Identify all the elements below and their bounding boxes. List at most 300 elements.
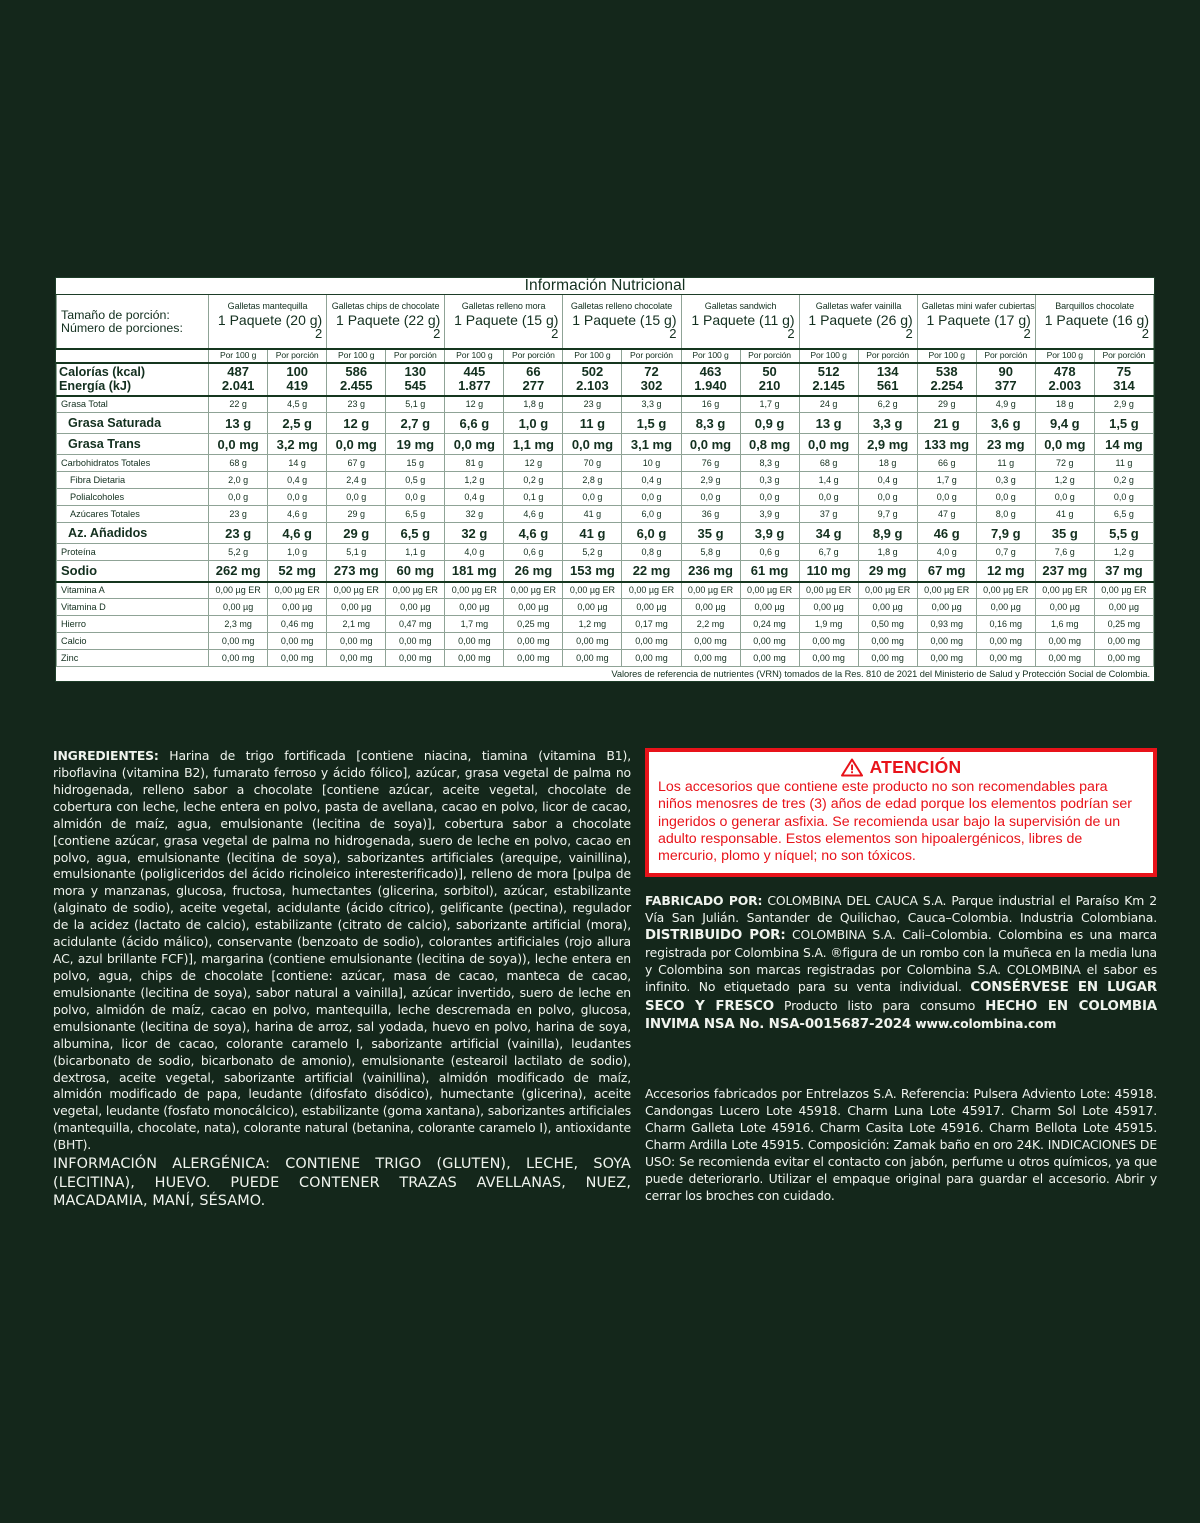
table-cell: 41 g	[563, 506, 622, 523]
nutrition-table-body	[57, 278, 1154, 667]
calories-value: 134	[876, 363, 899, 379]
table-cell: 0,00 µg ER	[976, 582, 1035, 599]
table-footnote: Valores de referencia de nutrientes (VRN) tomados de la Res. 810 de 2021 del Ministerio de Salud y Protección Social de Colombia.	[56, 667, 1154, 681]
table-cell: 66 g	[917, 455, 976, 472]
product-name: Galletas relleno mora	[462, 301, 546, 312]
table-cell: 0,00 µg	[445, 599, 504, 616]
warning-triangle-icon	[841, 758, 863, 777]
table-cell: 0,00 µg ER	[268, 582, 327, 599]
product-name: Galletas sandwich	[704, 301, 776, 312]
energy-value: 277	[522, 378, 545, 394]
table-cell: 0,00 µg	[799, 599, 858, 616]
table-cell: 8,3 g	[681, 413, 740, 434]
table-cell	[1094, 363, 1153, 396]
per-100g-header: Por 100 g	[209, 349, 268, 363]
table-cell: 4,0 g	[917, 544, 976, 561]
table-cell: 0,0 g	[858, 489, 917, 506]
table-cell: 1,8 g	[504, 396, 563, 413]
table-cell: 11 g	[976, 455, 1035, 472]
product-serving-size: 1 Paquete (20 g)	[217, 311, 323, 328]
product-header-row	[57, 295, 1154, 349]
product-column-header	[681, 295, 799, 349]
product-column-header	[327, 295, 445, 349]
per-portion-header: Por porción	[858, 349, 917, 363]
table-cell: 12 mg	[976, 561, 1035, 582]
table-cell: 0,00 µg ER	[1035, 582, 1094, 599]
table-cell: 5,2 g	[563, 544, 622, 561]
table-cell: 1,1 g	[386, 544, 445, 561]
table-cell	[327, 363, 386, 396]
table-cell: 72 g	[1035, 455, 1094, 472]
per-100g-header: Por 100 g	[445, 349, 504, 363]
energy-value: 2.254	[930, 378, 963, 394]
table-cell: 6,5 g	[386, 523, 445, 544]
table-cell: 0,46 mg	[268, 616, 327, 633]
table-cell: 0,0 g	[268, 489, 327, 506]
row-label: Fibra Dietaria	[57, 472, 209, 489]
table-cell: 1,5 g	[1094, 413, 1153, 434]
table-cell	[504, 363, 563, 396]
table-cell: 0,50 mg	[858, 616, 917, 633]
table-cell: 41 g	[1035, 506, 1094, 523]
calories-value: 445	[463, 363, 486, 379]
table-cell: 2,3 mg	[209, 616, 268, 633]
table-cell: 0,0 g	[327, 489, 386, 506]
table-title: Información Nutricional	[57, 278, 1154, 295]
energy-label: Energía (kJ)	[59, 379, 132, 394]
table-cell: 262 mg	[209, 561, 268, 582]
table-cell: 1,8 g	[858, 544, 917, 561]
table-cell: 110 mg	[799, 561, 858, 582]
row-label: Zinc	[57, 650, 209, 667]
table-cell: 0,00 µg	[563, 599, 622, 616]
table-cell: 0,00 mg	[209, 650, 268, 667]
table-cell: 0,00 mg	[799, 650, 858, 667]
table-cell: 1,5 g	[622, 413, 681, 434]
table-row	[57, 363, 1154, 396]
table-row	[57, 599, 1154, 616]
table-cell: 14 mg	[1094, 434, 1153, 455]
row-label: Grasa Total	[57, 396, 209, 413]
table-cell: 0,2 g	[504, 472, 563, 489]
table-cell: 81 g	[445, 455, 504, 472]
table-cell: 12 g	[327, 413, 386, 434]
table-row	[57, 544, 1154, 561]
table-cell: 11 g	[563, 413, 622, 434]
table-cell: 0,0 g	[622, 489, 681, 506]
per-portion-header: Por porción	[386, 349, 445, 363]
table-row	[57, 523, 1154, 544]
table-cell: 0,00 µg	[1094, 599, 1153, 616]
table-cell: 41 g	[563, 523, 622, 544]
calories-value: 50	[762, 363, 777, 379]
table-cell: 181 mg	[445, 561, 504, 582]
table-cell: 1,6 mg	[1035, 616, 1094, 633]
warning-text: Los accesorios que contiene este producto no son recomendables para niños menosres de tres (3) años de edad porque los elementos podrían ser ingeridos o generar asfixia. Se recomienda usar bajo la supervisión de un adulto responsable. Estos elementos son hipoalergénicos, libres de mercurio, plomo y níquel; no son tóxicos.	[658, 779, 1132, 865]
table-cell: 0,0 mg	[1035, 434, 1094, 455]
table-cell: 0,25 mg	[1094, 616, 1153, 633]
table-cell	[445, 363, 504, 396]
table-cell: 0,0 g	[681, 489, 740, 506]
table-cell	[1035, 363, 1094, 396]
table-cell: 8,3 g	[740, 455, 799, 472]
table-cell: 0,0 mg	[445, 434, 504, 455]
product-column-header	[445, 295, 563, 349]
table-cell: 0,47 mg	[386, 616, 445, 633]
table-cell: 0,0 g	[740, 489, 799, 506]
table-row	[57, 650, 1154, 667]
table-cell: 32 g	[445, 506, 504, 523]
table-cell: 0,00 mg	[681, 633, 740, 650]
table-cell: 0,00 mg	[445, 633, 504, 650]
table-cell: 0,00 mg	[740, 650, 799, 667]
table-cell: 0,0 mg	[209, 434, 268, 455]
per-portion-header: Por porción	[268, 349, 327, 363]
product-serving-size: 1 Paquete (16 g)	[1044, 311, 1149, 328]
energy-value: 561	[876, 378, 899, 394]
table-cell: 6,2 g	[858, 396, 917, 413]
table-title-row	[57, 278, 1154, 295]
table-cell: 1,2 g	[445, 472, 504, 489]
table-cell: 1,2 mg	[563, 616, 622, 633]
table-cell	[740, 363, 799, 396]
table-cell: 4,6 g	[268, 506, 327, 523]
warning-title-row	[658, 757, 1144, 778]
table-cell: 0,4 g	[622, 472, 681, 489]
row-label: Proteína	[57, 544, 209, 561]
product-column-header	[1035, 295, 1153, 349]
table-cell: 0,00 µg	[327, 599, 386, 616]
table-cell: 10 g	[622, 455, 681, 472]
nutrition-table	[56, 278, 1154, 667]
table-cell: 0,00 µg ER	[917, 582, 976, 599]
energy-value: 2.103	[576, 378, 609, 394]
table-cell: 0,00 µg	[504, 599, 563, 616]
table-cell	[563, 363, 622, 396]
table-cell: 1,9 mg	[799, 616, 858, 633]
table-cell: 4,0 g	[445, 544, 504, 561]
table-cell: 3,3 g	[858, 413, 917, 434]
table-cell: 7,9 g	[976, 523, 1035, 544]
website-link[interactable]: www.colombina.com	[911, 1016, 1057, 1032]
table-cell: 0,00 mg	[1035, 633, 1094, 650]
table-cell: 2,0 g	[209, 472, 268, 489]
table-cell: 0,00 mg	[327, 633, 386, 650]
allergen-information: INFORMACIÓN ALERGÉNICA: CONTIENE TRIGO (GLUTEN), LECHE, SOYA (LECITINA), HUEVO. PUEDE CONTENER TRAZAS AVELLANAS, NUEZ, MACADAMIA, MANÍ, SÉSAMO.	[53, 1156, 631, 1209]
table-cell: 0,00 µg	[1035, 599, 1094, 616]
row-label: Hierro	[57, 616, 209, 633]
table-cell: 23 mg	[976, 434, 1035, 455]
table-cell: 0,0 g	[799, 489, 858, 506]
manufacturer-block	[645, 893, 1157, 1034]
table-cell: 0,00 mg	[563, 633, 622, 650]
serving-size-text: Tamaño de porción:	[61, 307, 170, 322]
row-label: Sodio	[57, 561, 209, 582]
energy-value: 1.877	[458, 378, 491, 394]
table-cell: 1,4 g	[799, 472, 858, 489]
energy-value: 2.041	[221, 378, 255, 394]
row-label: Vitamina A	[57, 582, 209, 599]
table-cell: 7,6 g	[1035, 544, 1094, 561]
per-100g-header: Por 100 g	[1035, 349, 1094, 363]
table-cell: 153 mg	[563, 561, 622, 582]
table-cell: 0,00 µg ER	[504, 582, 563, 599]
table-cell: 0,00 mg	[858, 650, 917, 667]
table-cell: 22 g	[209, 396, 268, 413]
table-cell: 67 mg	[917, 561, 976, 582]
table-cell: 67 g	[327, 455, 386, 472]
per-100g-header: Por 100 g	[681, 349, 740, 363]
product-servings-count: 2	[1023, 325, 1031, 341]
calories-value: 487	[227, 363, 249, 379]
table-cell: 0,2 g	[1094, 472, 1153, 489]
table-cell: 1,7 mg	[445, 616, 504, 633]
table-cell: 0,00 mg	[622, 633, 681, 650]
table-cell: 8,9 g	[858, 523, 917, 544]
table-cell: 18 g	[1035, 396, 1094, 413]
product-column-header	[563, 295, 681, 349]
table-cell: 68 g	[209, 455, 268, 472]
table-cell: 12 g	[504, 455, 563, 472]
table-cell: 26 mg	[504, 561, 563, 582]
table-cell: 68 g	[799, 455, 858, 472]
table-cell	[622, 363, 681, 396]
table-cell: 273 mg	[327, 561, 386, 582]
product-column-header	[917, 295, 1035, 349]
table-cell: 0,0 mg	[799, 434, 858, 455]
table-cell: 16 g	[681, 396, 740, 413]
energy-value: 210	[758, 378, 781, 394]
table-row	[57, 582, 1154, 599]
calories-value: 66	[526, 363, 541, 379]
table-cell: 37 g	[799, 506, 858, 523]
ingredients-heading: INGREDIENTES:	[53, 748, 159, 763]
table-cell: 0,00 mg	[504, 650, 563, 667]
product-servings-count: 2	[787, 325, 795, 341]
calories-value: 100	[286, 363, 309, 379]
table-cell: 35 g	[1035, 523, 1094, 544]
calories-value: 478	[1053, 363, 1076, 379]
row-label: Carbohidratos Totales	[57, 455, 209, 472]
table-cell: 0,00 µg ER	[209, 582, 268, 599]
per-100g-header: Por 100 g	[917, 349, 976, 363]
table-cell	[917, 363, 976, 396]
table-cell: 4,6 g	[268, 523, 327, 544]
table-cell: 61 mg	[740, 561, 799, 582]
table-cell: 0,00 mg	[1035, 650, 1094, 667]
table-cell: 19 mg	[386, 434, 445, 455]
table-cell: 5,8 g	[681, 544, 740, 561]
product-serving-size: 1 Paquete (15 g)	[454, 311, 559, 328]
table-cell	[799, 363, 858, 396]
table-cell: 14 g	[268, 455, 327, 472]
table-cell: 0,00 µg ER	[681, 582, 740, 599]
row-label: Grasa Trans	[57, 434, 209, 455]
made-by-label: FABRICADO POR:	[645, 893, 763, 908]
table-cell: 0,5 g	[386, 472, 445, 489]
table-cell: 0,0 g	[1094, 489, 1153, 506]
table-cell: 0,4 g	[858, 472, 917, 489]
calories-value: 72	[644, 363, 659, 379]
table-cell: 0,3 g	[976, 472, 1035, 489]
table-cell: 29 g	[327, 506, 386, 523]
table-cell: 0,7 g	[976, 544, 1035, 561]
table-cell: 0,4 g	[445, 489, 504, 506]
table-cell: 37 mg	[1094, 561, 1153, 582]
table-cell: 0,0 g	[386, 489, 445, 506]
energy-value: 2.003	[1048, 378, 1082, 394]
table-cell: 22 mg	[622, 561, 681, 582]
table-cell	[268, 363, 327, 396]
table-cell: 70 g	[563, 455, 622, 472]
table-cell: 4,6 g	[504, 506, 563, 523]
table-row	[57, 506, 1154, 523]
table-cell	[386, 363, 445, 396]
table-cell: 0,0 g	[917, 489, 976, 506]
table-cell: 0,6 g	[504, 544, 563, 561]
table-cell: 236 mg	[681, 561, 740, 582]
table-cell: 4,6 g	[504, 523, 563, 544]
row-label: Grasa Saturada	[57, 413, 209, 434]
product-servings-count: 2	[669, 325, 677, 341]
table-cell: 0,00 mg	[917, 633, 976, 650]
table-cell: 0,00 mg	[386, 650, 445, 667]
product-column-header	[799, 295, 917, 349]
table-cell: 0,4 g	[268, 472, 327, 489]
table-cell	[209, 363, 268, 396]
table-cell: 0,00 mg	[445, 650, 504, 667]
distributed-by-text: COLOMBINA S.A. Cali–Colombia. Colombina es una marca registrada por Colombina S.A. ®figura de un rombo con la muñeca en la media luna y Colombina son marcas registradas por Colombina S.A. COLOMBINA el sabor es infinito. No etiquetado para su venta individual.	[645, 926, 1157, 995]
table-cell: 23 g	[327, 396, 386, 413]
energy-value: 1.940	[694, 378, 727, 394]
per-100g-header: Por 100 g	[799, 349, 858, 363]
product-serving-size: 1 Paquete (22 g)	[336, 311, 441, 328]
table-cell: 0,00 mg	[386, 633, 445, 650]
table-cell: 0,00 µg	[858, 599, 917, 616]
table-cell: 1,7 g	[740, 396, 799, 413]
storage-instructions-label: CONSÉRVESE EN LUGAR SECO Y FRESCO	[645, 980, 1157, 1014]
table-cell: 13 g	[209, 413, 268, 434]
table-cell: 0,00 µg ER	[327, 582, 386, 599]
table-cell: 0,00 µg ER	[799, 582, 858, 599]
table-cell: 0,00 mg	[563, 650, 622, 667]
product-name: Galletas relleno chocolate	[571, 301, 673, 312]
table-cell: 0,0 g	[1035, 489, 1094, 506]
product-column-header	[209, 295, 327, 349]
table-cell: 3,9 g	[740, 506, 799, 523]
table-cell: 15 g	[386, 455, 445, 472]
table-row	[57, 616, 1154, 633]
table-cell: 237 mg	[1035, 561, 1094, 582]
table-cell: 12 g	[445, 396, 504, 413]
table-cell: 0,0 g	[209, 489, 268, 506]
accessories-information: Accesorios fabricados por Entrelazos S.A. Referencia: Pulsera Adviento Lote: 45918. Candongas Lucero Lote 45918. Charm Luna Lote 45917. Charm Sol Lote 45917. Charm Galleta Lote 45916. Charm Casita Lote 45916. Charm Bellota Lote 45915. Charm Ardilla Lote 45915. Composición: Zamak baño en oro 24K. INDICACIONES DE USO: Se recomienda evitar el contacto con jabón, perfume u otros químicos, ya que puede deteriorarlo. Utilizar el empaque original para guardar el accesorio. Abrir y cerrar los broches con cuidado.	[645, 1086, 1157, 1203]
product-name: Galletas mini wafer cubiertas	[921, 301, 1035, 312]
table-cell: 0,25 mg	[504, 616, 563, 633]
table-cell: 3,2 mg	[268, 434, 327, 455]
table-cell: 0,0 mg	[327, 434, 386, 455]
table-cell: 23 g	[209, 523, 268, 544]
calories-value: 512	[817, 363, 840, 379]
table-cell: 29 mg	[858, 561, 917, 582]
made-in-colombia-label: HECHO EN COLOMBIA INVIMA NSA No. NSA-0015687-2024	[645, 998, 1157, 1033]
table-cell: 2,8 g	[563, 472, 622, 489]
table-cell: 0,00 µg	[268, 599, 327, 616]
table-cell: 4,5 g	[268, 396, 327, 413]
table-cell: 0,00 mg	[799, 633, 858, 650]
table-cell: 0,00 mg	[976, 633, 1035, 650]
table-cell: 13 g	[799, 413, 858, 434]
energy-value: 302	[640, 378, 663, 394]
per-portion-header: Por porción	[976, 349, 1035, 363]
table-cell: 11 g	[1094, 455, 1153, 472]
table-cell: 0,0 g	[563, 489, 622, 506]
row-label: Azúcares Totales	[57, 506, 209, 523]
table-cell: 29 g	[917, 396, 976, 413]
row-label: Vitamina D	[57, 599, 209, 616]
table-row	[57, 396, 1154, 413]
table-cell: 0,00 µg	[622, 599, 681, 616]
table-cell: 2,4 g	[327, 472, 386, 489]
product-name: Galletas wafer vainilla	[815, 301, 901, 312]
table-cell: 0,24 mg	[740, 616, 799, 633]
table-cell: 0,00 mg	[1094, 633, 1153, 650]
table-cell: 1,1 mg	[504, 434, 563, 455]
table-cell: 6,7 g	[799, 544, 858, 561]
servings-count-text: Número de porciones:	[61, 320, 183, 335]
table-cell: 1,2 g	[1094, 544, 1153, 561]
table-cell: 6,5 g	[386, 506, 445, 523]
table-cell: 0,00 µg	[976, 599, 1035, 616]
table-cell: 0,0 mg	[681, 434, 740, 455]
table-cell: 18 g	[858, 455, 917, 472]
table-cell: 2,9 g	[1094, 396, 1153, 413]
table-cell: 0,00 mg	[622, 650, 681, 667]
table-cell: 0,00 µg	[386, 599, 445, 616]
energy-value: 377	[994, 378, 1017, 394]
table-cell: 2,7 g	[386, 413, 445, 434]
table-cell: 35 g	[681, 523, 740, 544]
table-row	[57, 633, 1154, 650]
table-cell: 6,6 g	[445, 413, 504, 434]
table-cell: 0,1 g	[504, 489, 563, 506]
energy-value: 2.455	[339, 378, 373, 394]
table-cell: 0,00 µg ER	[563, 582, 622, 599]
product-name: Galletas chips de chocolate	[331, 301, 440, 312]
table-cell: 2,9 mg	[858, 434, 917, 455]
table-row	[57, 455, 1154, 472]
table-cell	[681, 363, 740, 396]
ready-to-eat-text: Producto listo para consumo	[773, 997, 986, 1013]
table-cell: 2,9 g	[681, 472, 740, 489]
table-cell: 8,0 g	[976, 506, 1035, 523]
table-cell: 2,5 g	[268, 413, 327, 434]
table-cell: 76 g	[681, 455, 740, 472]
row-label: Polialcoholes	[57, 489, 209, 506]
table-cell: 0,93 mg	[917, 616, 976, 633]
table-cell: 9,7 g	[858, 506, 917, 523]
table-cell: 21 g	[917, 413, 976, 434]
table-cell: 0,00 µg ER	[740, 582, 799, 599]
table-cell: 133 mg	[917, 434, 976, 455]
table-cell: 0,00 mg	[1094, 650, 1153, 667]
table-cell: 5,1 g	[386, 396, 445, 413]
table-cell: 2,2 mg	[681, 616, 740, 633]
table-cell: 0,00 mg	[740, 633, 799, 650]
table-cell: 0,0 g	[976, 489, 1035, 506]
table-cell: 3,3 g	[622, 396, 681, 413]
table-cell	[858, 363, 917, 396]
